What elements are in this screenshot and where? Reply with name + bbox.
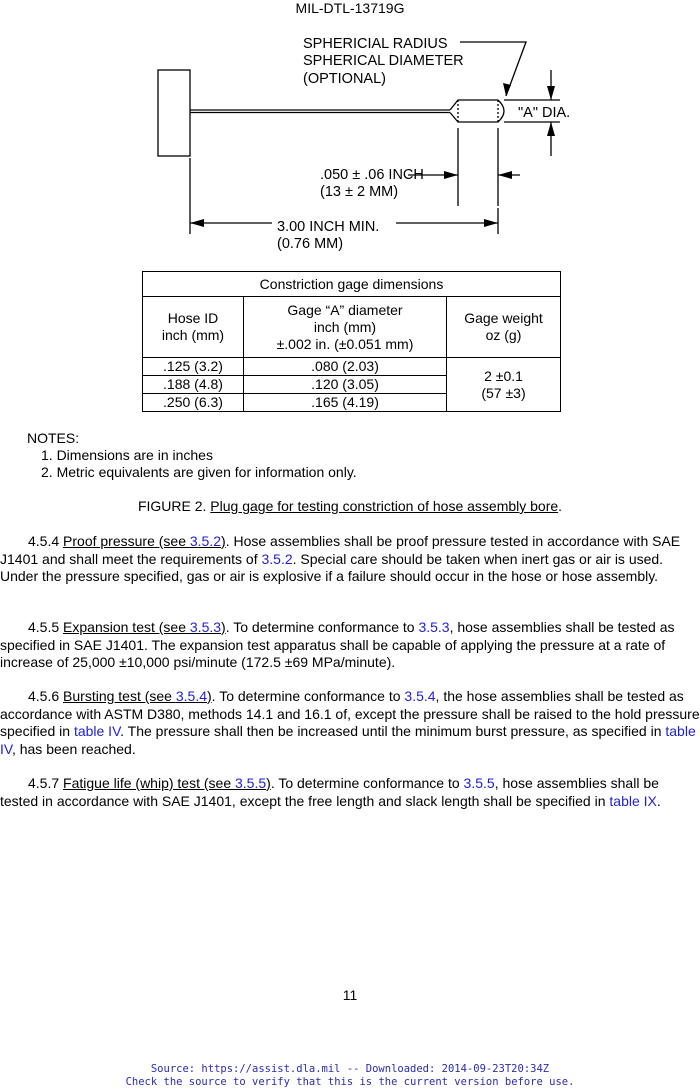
paragraph-4-5-5: 4.5.5 Expansion test (see 3.5.3). To determine conformance to 3.5.3, hose assemblies shall be tested as specified in SAE J1401. The expansion test apparatus shall be capable of applying the pressure at a rate of increase of 25,000 ±10,000 psi/minute (172.5 ±69 MPa/minute). (0, 619, 675, 670)
ref-link[interactable]: 3.5.3 (418, 619, 450, 635)
table-title: Constriction gage dimensions (143, 272, 561, 297)
plug-gage-drawing (0, 28, 700, 258)
ref-link[interactable]: 3.5.4 (404, 688, 436, 704)
header-gage-a-diameter: Gage “A” diameter inch (mm) ±.002 in. (±0.051 mm) (244, 297, 447, 358)
source-line: Source: https://assist.dla.mil -- Downloaded: 2014-09-23T20:34Z (150, 1063, 550, 1075)
ref-link[interactable]: 3.5.2 (189, 533, 222, 549)
gage-handle (158, 70, 190, 156)
overall-length-label: 3.00 INCH MIN. (277, 219, 380, 235)
spherical-leader (460, 42, 526, 96)
optional-label: (OPTIONAL) (303, 71, 386, 87)
tip-length-label: .050 ± .06 INCH (320, 167, 424, 183)
spherical-radius-label: SPHERICIAL RADIUS (303, 36, 448, 52)
source-footer (0, 1063, 700, 1089)
page-number: 11 (342, 987, 358, 1003)
notes-title: NOTES: (27, 430, 80, 446)
ref-link[interactable]: table IV (73, 723, 121, 739)
ref-link[interactable]: 3.5.4 (175, 688, 207, 704)
paragraph-4-5-4: 4.5.4 Proof pressure (see 3.5.2). Hose assemblies shall be proof pressure tested in accordance with SAE J1401 and shall meet the requirements of 3.5.2. Special care should be taken when inert gas or air is used. Under the pressure specified, gas or air is explosive if a failure should occur in the hose or hose assembly. (0, 533, 681, 584)
note-item: 1. Dimensions are in inches (41, 447, 213, 463)
note-item: 2. Metric equivalents are given for information only. (41, 464, 357, 480)
gage-plug-tip (450, 100, 504, 122)
header-gage-weight: Gage weight oz (g) (447, 297, 561, 358)
ref-link[interactable]: 3.5.5 (235, 775, 267, 791)
ref-link[interactable]: table IV (0, 723, 696, 757)
a-dia-label: "A" DIA. (518, 105, 571, 121)
spherical-diameter-label: SPHERICAL DIAMETER (303, 53, 464, 69)
constriction-gage-table (142, 271, 561, 412)
ref-link[interactable]: 3.5.3 (189, 619, 222, 635)
tip-length-metric-label: (13 ± 2 MM) (320, 184, 399, 200)
overall-length-metric-label: (0.76 MM) (277, 236, 344, 252)
ref-link[interactable]: table IX (609, 792, 657, 809)
ref-link[interactable]: 3.5.2 (261, 550, 293, 567)
source-verify-line: Check the source to verify that this is the current version before use. (125, 1076, 575, 1088)
table-row: .188 (4.8) .120 (3.05) (143, 376, 561, 394)
gage-weight-value: 2 ±0.1 (57 ±3) (447, 358, 561, 412)
paragraph-4-5-7: 4.5.7 Fatigue life (whip) test (see 3.5.5). To determine conformance to 3.5.5, hose assemblies shall be tested in accordance with SAE J1401, except the free length and slack length shall be specified in table IX. (0, 775, 661, 809)
figure-caption: FIGURE 2. Plug gage for testing constriction of hose assembly bore. (137, 498, 563, 514)
ref-link[interactable]: 3.5.5 (463, 775, 495, 791)
header-hose-id: Hose ID inch (mm) (143, 297, 244, 358)
paragraph-4-5-6: 4.5.6 Bursting test (see 3.5.4). To determine conformance to 3.5.4, the hose assemblies shall be tested as accordance with ASTM D380, methods 14.1 and 16.1 of, except the pressure shall be raised to the hold pressure specified in table IV. The pressure shall then be increased until the minimum burst pressure, as specified in table IV, has been reached. (0, 688, 700, 757)
document-id-header: MIL-DTL-13719G (295, 0, 405, 16)
table-row: .250 (6.3) .165 (4.19) (143, 394, 561, 412)
table-row: .125 (3.2) .080 (2.03) 2 ±0.1 (57 ±3) (143, 358, 561, 376)
notes-section (27, 430, 357, 481)
